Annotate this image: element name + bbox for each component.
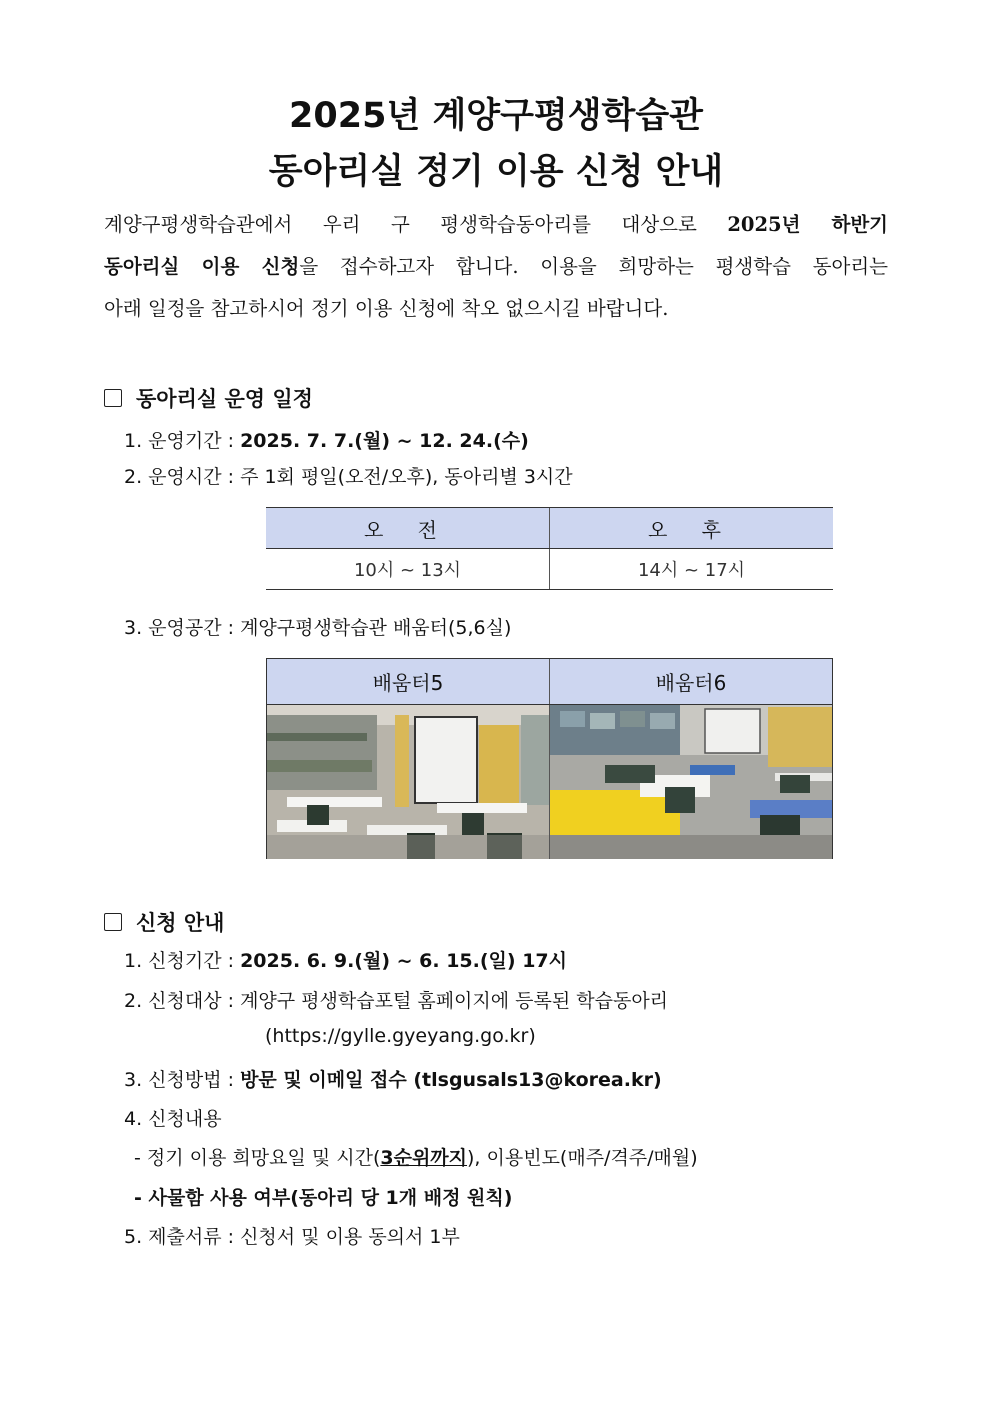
item-label: 3. 운영공간 :: [124, 617, 241, 639]
sub-emphasis: 3순위까지: [380, 1147, 468, 1169]
page-title-line2: 동아리실 정기 이용 신청 안내: [268, 152, 724, 192]
item-value: 방문 및 이메일 접수 (tlsgusals13@korea.kr): [240, 1069, 662, 1091]
schedule-time: [124, 462, 573, 489]
item-label: 1. 신청기간 :: [124, 950, 241, 972]
intro-line-3: 아래 일정을 참고하시어 정기 이용 신청에 착오 없으시길 바랍니다.: [104, 297, 669, 320]
item-label: 5. 제출서류 :: [124, 1226, 241, 1248]
application-documents: [124, 1222, 460, 1249]
application-url: (https://gylle.gyeyang.go.kr): [265, 1025, 536, 1047]
section-heading-text: 동아리실 운영 일정: [136, 387, 313, 411]
item-label: 2. 신청대상 :: [124, 990, 241, 1012]
rooms-header: [267, 659, 832, 705]
application-method: [124, 1065, 662, 1092]
intro-line-1: [104, 205, 888, 245]
schedule-space: [124, 613, 511, 640]
room5-photo: [267, 705, 549, 859]
section-heading-text: 신청 안내: [136, 911, 225, 935]
time-table-header: [266, 508, 833, 549]
schedule-period: [124, 426, 529, 453]
cell-morning: 10시 ~ 13시: [266, 549, 550, 590]
header-afternoon: 오 후: [550, 508, 834, 549]
item-value: 계양구 평생학습포털 홈페이지에 등록된 학습동아리: [240, 990, 669, 1012]
item-value: 주 1회 평일(오전/오후), 동아리별 3시간: [240, 466, 573, 488]
item-value: 계양구평생학습관 배움터(5,6실): [240, 617, 512, 639]
cell-afternoon: 14시 ~ 17시: [550, 549, 834, 590]
application-period: [124, 946, 567, 973]
sub-text: - 정기 이용 희망요일 및 시간(: [134, 1147, 381, 1169]
intro-emphasis: 2025년 하반기: [727, 213, 888, 236]
sub-emphasis: - 사물함 사용 여부(동아리 당 1개 배정 원칙): [134, 1187, 513, 1209]
item-label: 2. 운영시간 :: [124, 466, 241, 488]
item-value: 신청서 및 이용 동의서 1부: [240, 1226, 460, 1248]
room6-label: 배움터6: [549, 659, 832, 704]
intro-text: 을 접수하고자 합니다. 이용을 희망하는 평생학습 동아리는: [299, 255, 888, 278]
application-content-sub2: [134, 1183, 512, 1210]
checkbox-icon: [104, 913, 122, 931]
section-heading-schedule: [104, 383, 313, 413]
rooms-photos: [267, 705, 832, 859]
room6-photo: [549, 705, 832, 859]
application-target: [124, 986, 668, 1013]
sub-text: ), 이용빈도(매주/격주/매월): [467, 1147, 698, 1169]
table-row: [266, 549, 833, 590]
item-label: 3. 신청방법 :: [124, 1069, 241, 1091]
intro-text: 계양구평생학습관에서 우리 구 평생학습동아리를 대상으로: [104, 213, 728, 236]
section-heading-application: [104, 907, 224, 937]
item-value: 2025. 6. 9.(월) ~ 6. 15.(일) 17시: [240, 950, 567, 972]
header-morning: 오 전: [266, 508, 550, 549]
checkbox-icon: [104, 389, 122, 407]
time-table: [266, 507, 833, 590]
item-value: 2025. 7. 7.(월) ~ 12. 24.(수): [240, 430, 529, 452]
room5-label: 배움터5: [372, 671, 444, 695]
rooms-table: [266, 658, 833, 859]
page-title-line1: 2025년 계양구평생학습관: [289, 96, 703, 136]
application-content: 4. 신청내용: [124, 1108, 222, 1130]
intro-emphasis: 동아리실 이용 신청: [104, 255, 300, 278]
intro-line-2: [104, 247, 888, 287]
item-label: 1. 운영기간 :: [124, 430, 241, 452]
application-content-sub1: [134, 1143, 698, 1170]
